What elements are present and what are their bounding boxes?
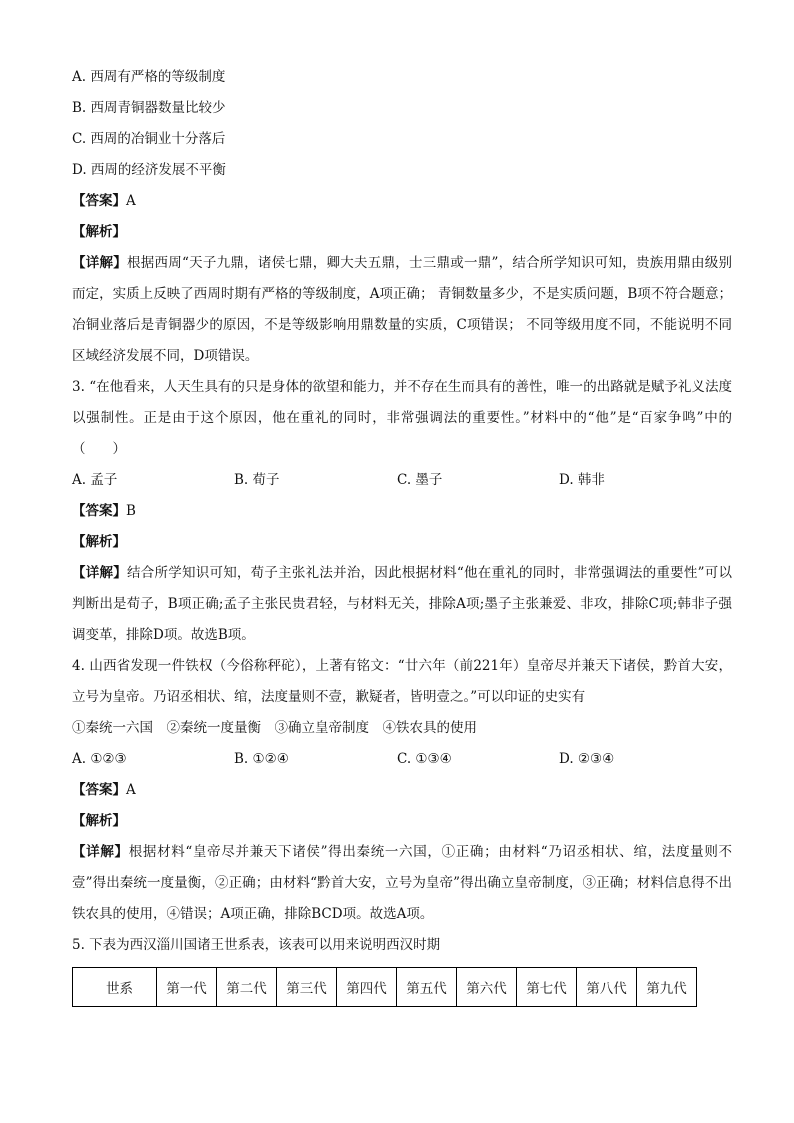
table-header-cell: 第七代 <box>517 968 577 1007</box>
detail-text: 根据西周“天子九鼎，诸侯七鼎，卿大夫五鼎，士三鼎或一鼎”，结合所学知识可知，贵族用鼎由级别而定，实质上反映了西周时期有严格的等级制度，A项正确； 青铜数量多少，不是实质问题，B项不符合题意；冶铜业落后是青铜器少的原因，不是等级影响用鼎数量的实质，C项错误； 不同等级用度不同，不能说明不同区域经济发展不同，D项错误。 <box>72 255 732 364</box>
q3-option-d: D. 韩非 <box>559 472 605 488</box>
table-header-cell: 第六代 <box>457 968 517 1007</box>
q2-option-a: A. 西周有严格的等级制度 <box>72 69 226 85</box>
q3-detail <box>72 558 732 651</box>
q4-answer <box>72 775 732 806</box>
table-header-cell: 第五代 <box>397 968 457 1007</box>
q2-detail <box>72 248 732 372</box>
table-header-cell: 第二代 <box>217 968 277 1007</box>
answer-tag: 【答案】 <box>72 193 126 209</box>
answer-value: A <box>126 193 136 209</box>
answer-tag: 【答案】 <box>72 782 126 798</box>
q4-stem: 4. 山西省发现一件铁权（今俗称秤砣），上著有铭文：“廿六年（前221年）皇帝尽并兼天下诸侯，黔首大安，立号为皇帝。乃诏丞相状、绾，法度量则不壹，歉疑者，皆明壹之。”可以印证的史实有 <box>72 658 732 705</box>
q3-stem: 3. “在他看来，人天生具有的只是身体的欲望和能力，并不存在生而具有的善性，唯一的出路就是赋予礼义法度以强制性。正是由于这个原因，他在重礼的同时，非常强调法的重要性。”材料中的“他”是“百家争鸣”中的（ ） <box>72 379 732 457</box>
q3-option-c: C. 墨子 <box>397 472 443 488</box>
answer-value: A <box>126 782 136 798</box>
table-row <box>73 968 697 1007</box>
q3-options <box>72 465 732 496</box>
q4-option-d: D. ②③④ <box>559 751 615 767</box>
table-header-cell: 世系 <box>73 968 157 1007</box>
analysis-tag: 【解析】 <box>72 813 126 829</box>
q3-option-b: B. 荀子 <box>234 472 280 488</box>
q2-option-d: D. 西周的经济发展不平衡 <box>72 162 226 178</box>
table-header-cell: 第一代 <box>157 968 217 1007</box>
table-header-cell: 第三代 <box>277 968 337 1007</box>
answer-tag: 【答案】 <box>72 503 126 519</box>
q4-option-b: B. ①②④ <box>234 751 289 767</box>
document-page <box>72 62 732 1007</box>
answer-value: B <box>126 503 136 519</box>
lineage-table <box>72 967 697 1007</box>
q4-items: ①秦统一六国 ②秦统一度量衡 ③确立皇帝制度 ④铁农具的使用 <box>72 720 477 736</box>
detail-text: 根据材料“皇帝尽并兼天下诸侯”得出秦统一六国，①正确；由材料“乃诏丞相状、绾，法度量则不壹”得出秦统一度量衡，②正确；由材料“黔首大安，立号为皇帝”得出确立皇帝制度，③正确；材料信息得不出铁农具的使用，④错误；A项正确，排除BCD项。故选A项。 <box>72 844 732 922</box>
q4-options <box>72 744 732 775</box>
q3-option-a: A. 孟子 <box>72 472 118 488</box>
detail-text: 结合所学知识可知，荀子主张礼法并治，因此根据材料“他在重礼的同时，非常强调法的重要性”可以判断出是荀子，B项正确;孟子主张民贵君轻，与材料无关，排除A项;墨子主张兼爱、非攻，排除C项;韩非子强调变革，排除D项。故选B项。 <box>72 565 732 643</box>
table-header-cell: 第八代 <box>577 968 637 1007</box>
q2-analysis <box>72 217 732 248</box>
q5-stem: 5. 下表为西汉淄川国诸王世系表，该表可以用来说明西汉时期 <box>72 937 441 953</box>
analysis-tag: 【解析】 <box>72 534 126 550</box>
q4-option-a: A. ①②③ <box>72 751 127 767</box>
detail-tag: 【详解】 <box>72 565 127 581</box>
table-header-cell: 第九代 <box>637 968 697 1007</box>
q3-analysis <box>72 527 732 558</box>
q4-option-c: C. ①③④ <box>397 751 452 767</box>
q2-answer <box>72 186 732 217</box>
detail-tag: 【详解】 <box>72 844 129 860</box>
q2-option-b: B. 西周青铜器数量比较少 <box>72 100 226 116</box>
q4-detail <box>72 837 732 930</box>
table-header-cell: 第四代 <box>337 968 397 1007</box>
q4-analysis <box>72 806 732 837</box>
detail-tag: 【详解】 <box>72 255 127 271</box>
analysis-tag: 【解析】 <box>72 224 126 240</box>
q3-answer <box>72 496 732 527</box>
q2-option-c: C. 西周的冶铜业十分落后 <box>72 131 226 147</box>
